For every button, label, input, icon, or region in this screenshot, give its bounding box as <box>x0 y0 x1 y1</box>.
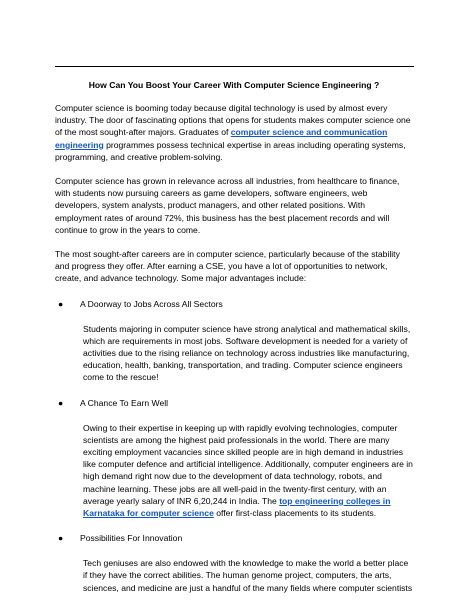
careers-paragraph: The most sought-after careers are in computer science, particularly because of the stability and progress they offer. After earning a CSE, you have a lot of opportunities to network, create, and advance technology. Some major advantages include: <box>55 249 400 284</box>
bullet-icon: ● <box>58 298 64 309</box>
bullet-heading-earn: A Chance To Earn Well <box>80 397 169 408</box>
karnataka-colleges-link[interactable]: top engineering colleges in Karnataka for computer science <box>83 495 391 519</box>
header-divider <box>55 66 414 67</box>
cse-communication-link[interactable]: computer science and communication engineering <box>55 127 388 150</box>
bullet-heading-jobs: A Doorway to Jobs Across All Sectors <box>80 298 223 309</box>
relevance-paragraph: Computer science has grown in relevance across all industries, from healthcare to finance, with students now pursuing careers as game developers, software engineers, web developers, system analysts, product managers, and other related positions. With employment rates of around 72%, this business has the best placement records and will continue to grow in the years to come. <box>55 176 400 235</box>
bullet-heading-innovation: Possibilities For Innovation <box>80 533 183 544</box>
bullet-icon: ● <box>58 397 64 408</box>
document-title: How Can You Boost Your Career With Computer Science Engineering ? <box>88 80 380 90</box>
bullet-icon: ● <box>58 533 64 544</box>
intro-text-after-link: programmes possess technical expertise in areas including operating systems, programming, and creative problem-solving. <box>55 139 406 162</box>
bullet-item-earn <box>55 397 413 409</box>
bullet-item-jobs <box>55 298 413 310</box>
earn-text-before-link: Owing to their expertise in keeping up with rapidly evolving technologies, computer scientists are among the highest paid professionals in the world. There are many exciting employment vacancies since skilled people are in high demand in industries like computer defence and artificial intelligence. Additionally, computer engineers are in high demand right now due to the development of data technology, robots, and machine learning. These jobs are all well-paid in the twenty-first century, with an average yearly salary of INR 6,20,244 in India. The <box>83 422 413 506</box>
bullet-item-innovation <box>55 532 413 544</box>
earn-paragraph <box>83 422 413 520</box>
intro-paragraph <box>55 102 413 163</box>
earn-text-after-link: offer first-class placements to its students. <box>213 508 377 519</box>
jobs-paragraph: Students majoring in computer science have strong analytical and mathematical skills, which are requirements in most jobs. Software development is needed for a variety of activities due to the rising reliance on technology across industries like manufacturing, education, health, banking, transportation, and trading. Computer science engineers come to the rescue! <box>83 323 411 383</box>
intro-text-before-link: Computer science is booming today because digital technology is used by almost every industry. The door of fascinating options that opens for students makes computer science one of the most sought-after majors. Graduates of <box>55 103 411 138</box>
innovation-paragraph: Tech geniuses are also endowed with the knowledge to make the world a better place if they have the correct abilities. The human genome project, computers, the arts, sciences, and medicine are just a handful of the many fields where computer scientists <box>83 558 413 593</box>
